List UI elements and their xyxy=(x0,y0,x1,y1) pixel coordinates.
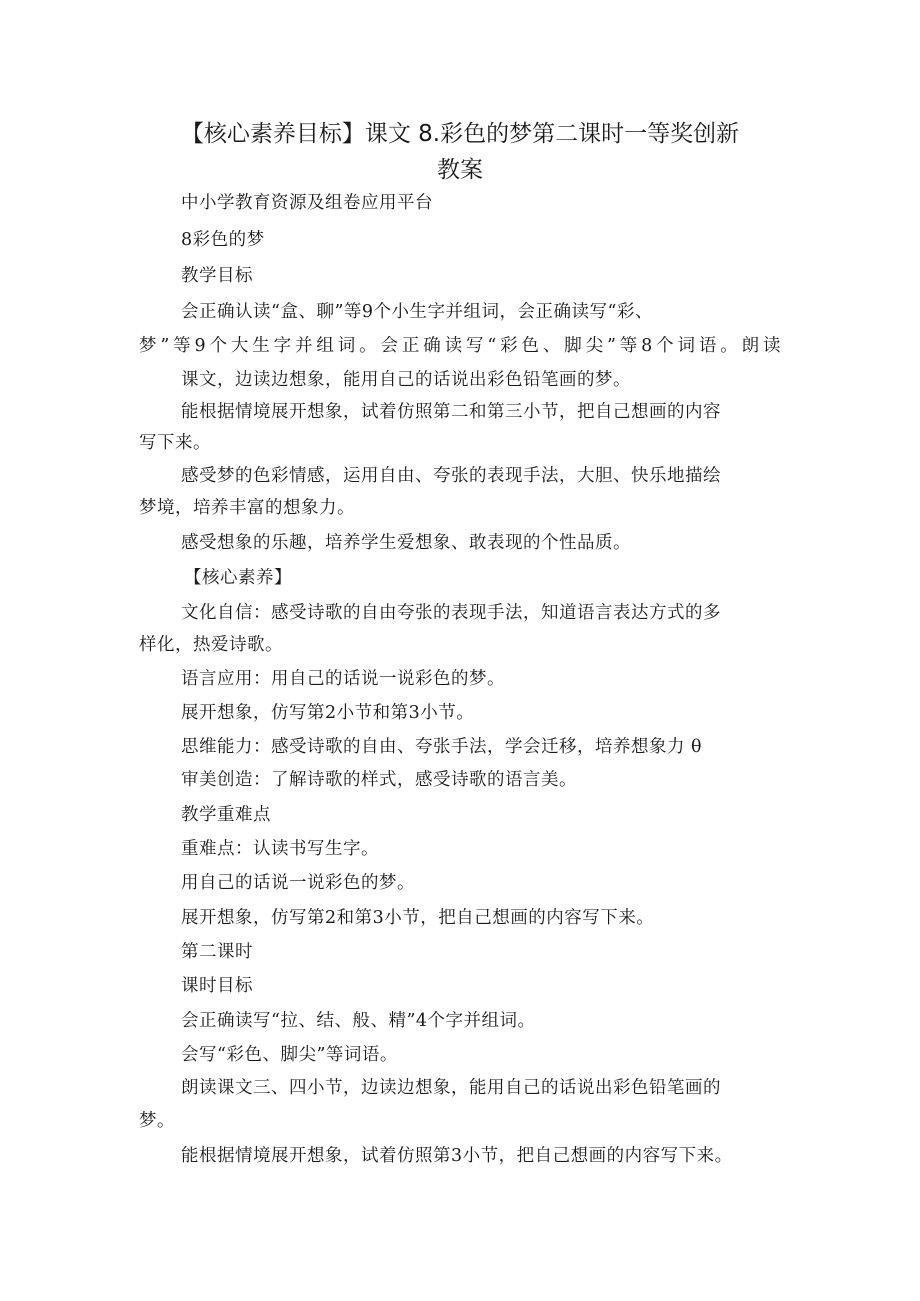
paragraph-line: 梦境，培养丰富的想象力。 xyxy=(139,498,355,518)
paragraph-line: 展开想象，仿写第2和第3小节，把自己想画的内容写下来。 xyxy=(181,908,655,928)
paragraph-line: 课文，边读边想象，能用自己的话说出彩色铅笔画的梦。 xyxy=(181,370,631,390)
section-heading-teaching-goals: 教学目标 xyxy=(181,266,253,286)
section-heading-core-literacy: 【核心素养】 xyxy=(184,568,292,588)
paragraph-line: 文化自信：感受诗歌的自由夸张的表现手法，知道语言表达方式的多 xyxy=(181,603,721,623)
paragraph-line: 用自己的话说一说彩色的梦。 xyxy=(181,873,415,893)
section-heading-lesson-goals: 课时目标 xyxy=(181,976,253,996)
paragraph-line: 梦”等9个大生字并组词。会正确读写“彩色、脚尖”等8个词语。朗读 xyxy=(139,336,781,356)
paragraph-line: 审美创造：了解诗歌的样式，感受诗歌的语言美。 xyxy=(181,770,577,790)
paragraph-line: 能根据情境展开想象，试着仿照第二和第三小节，把自己想画的内容 xyxy=(181,402,721,422)
document-title-line-2: 教案 xyxy=(437,157,483,183)
paragraph-line: 展开想象，仿写第2小节和第3小节。 xyxy=(181,703,475,723)
platform-name: 中小学教育资源及组卷应用平台 xyxy=(181,193,433,213)
lesson-name: 8彩色的梦 xyxy=(181,230,265,250)
paragraph-line: 能根据情境展开想象，试着仿照第3小节，把自己想画的内容写下来。 xyxy=(181,1146,733,1166)
paragraph-line: 感受想象的乐趣，培养学生爱想象、敢表现的个性品质。 xyxy=(181,533,631,553)
paragraph-line: 感受梦的色彩情感，运用自由、夸张的表现手法，大胆、快乐地描绘 xyxy=(181,466,721,486)
paragraph-line: 写下来。 xyxy=(139,433,211,453)
paragraph-line: 语言应用：用自己的话说一说彩色的梦。 xyxy=(181,669,505,689)
paragraph-line: 会正确读写“拉、结、般、精”4个字并组词。 xyxy=(181,1011,536,1031)
paragraph-line: 重难点：认读书写生字。 xyxy=(181,839,379,859)
paragraph-line: 会正确认读“盒、聊”等9个小生字并组词，会正确读写“彩、 xyxy=(181,302,653,322)
paragraph-line: 梦。 xyxy=(139,1111,175,1131)
section-heading-second-lesson: 第二课时 xyxy=(181,942,253,962)
paragraph-line: 思维能力：感受诗歌的自由、夸张手法，学会迁移，培养想象力 θ xyxy=(181,737,703,757)
paragraph-line: 样化，热爱诗歌。 xyxy=(139,635,283,655)
section-heading-key-points: 教学重难点 xyxy=(181,805,271,825)
document-title-line-1: 【核心素养目标】课文 8.彩色的梦第二课时一等奖创新 xyxy=(180,121,740,147)
paragraph-line: 会写“彩色、脚尖”等词语。 xyxy=(181,1045,398,1065)
paragraph-line: 朗读课文三、四小节，边读边想象，能用自己的话说出彩色铅笔画的 xyxy=(181,1078,721,1098)
